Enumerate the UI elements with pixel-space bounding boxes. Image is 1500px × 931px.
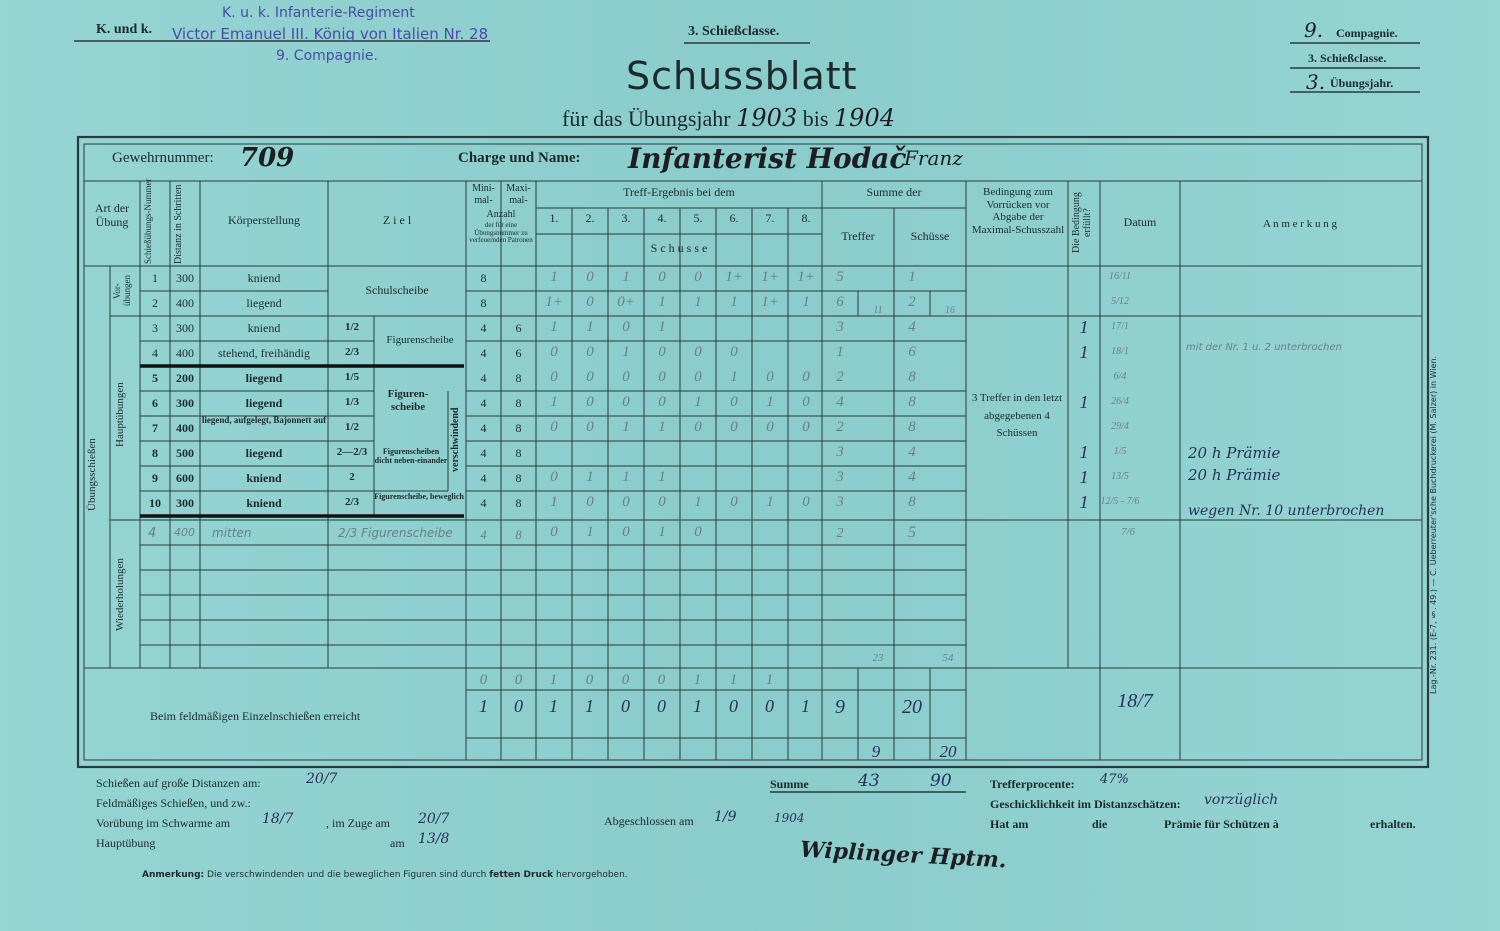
wdh-ziel: 2/3 Figurenscheibe <box>338 526 453 540</box>
shot-result: 0 <box>730 344 738 360</box>
bedingung-erfuellt-mark: 1 <box>1079 467 1089 487</box>
ziel-figurenscheibe: Figurenscheibe <box>386 334 454 346</box>
bedingung-erfuellt-mark: 1 <box>1079 492 1089 512</box>
col-anzahl-sub: der für eine Übungsnummer zu verfeuernden Patronen <box>469 221 533 245</box>
anmerkung-3: 20 h Prämie <box>1188 466 1281 484</box>
row-datum: 12/5 - 7/6 <box>1100 496 1140 507</box>
row-stellung: liegend <box>245 396 283 410</box>
row-ziel-fraction: 1/3 <box>344 396 360 408</box>
shot-result: 0 <box>694 269 702 285</box>
footer-trefferprocente-value: 47% <box>1100 772 1129 787</box>
section-uebungsschiessen: Übungsschießen <box>86 438 98 512</box>
shot-result: 1 <box>550 269 558 285</box>
row-nr: 3 <box>152 321 158 335</box>
row-nr: 4 <box>152 346 158 360</box>
shot-result: 1 <box>622 269 630 285</box>
regiment-stamp-line3: 9. Compagnie. <box>276 48 378 64</box>
regiment-stamp-line1: K. u. k. Infanterie-Regiment <box>222 5 415 21</box>
note-bold: fetten Druck <box>489 870 554 880</box>
shot-result: 0 <box>694 419 702 435</box>
shot-result: 0 <box>550 469 558 485</box>
shot-result: 1 <box>550 394 558 410</box>
shot-result: 1+ <box>545 294 563 310</box>
shot-result: 1 <box>658 294 666 310</box>
row-datum: 29/4 <box>1111 421 1129 432</box>
row-treffer: 3 <box>836 494 844 510</box>
shot-result: 1 <box>658 469 666 485</box>
feld-row1-result: 1 <box>549 672 558 688</box>
uebungsjahr-label: Übungsjahr. <box>1330 76 1394 90</box>
col-anzahl: Anzahl <box>486 209 516 220</box>
row-schuesse: 6 <box>908 344 916 360</box>
col-treffer: Treffer <box>841 229 875 243</box>
section-verschwindend: verschwindend <box>450 407 461 473</box>
shot-result: 1+ <box>761 269 779 285</box>
col-schiessuebungs-nummer: Schießübungs-Nummer <box>143 178 153 264</box>
row-ziel-fraction: 2—2/3 <box>336 446 368 458</box>
note-label: Anmerkung: <box>142 870 205 880</box>
bedingung-erfuellt-mark: 1 <box>1079 342 1089 362</box>
shot-result: 1+ <box>761 294 779 310</box>
compagnie-number: 9. <box>1304 18 1324 42</box>
row-distanz: 300 <box>176 271 194 285</box>
col-bedingung: Bedingung zum Vorrücken vor Abgabe der Maximal-Schusszahl <box>971 186 1065 236</box>
shot-result: 0 <box>658 394 666 410</box>
row-datum: 6/4 <box>1113 371 1127 382</box>
shot-result: 1 <box>694 494 702 510</box>
footer-praemie: Prämie für Schützen à <box>1164 817 1279 831</box>
bedingung-erfuellt-mark: 1 <box>1079 392 1089 412</box>
row-ziel-fraction: 2/3 <box>344 496 360 508</box>
bedingung-erfuellt-mark: 1 <box>1079 317 1089 337</box>
shot-result: 0 <box>550 419 558 435</box>
year-from: 1903 <box>736 104 798 132</box>
shot-result: 0 <box>622 394 630 410</box>
row-nr: 9 <box>152 471 158 485</box>
row-distanz: 300 <box>176 321 194 335</box>
schuss-num-header: 3. <box>621 211 631 225</box>
row-treffer: 6 <box>836 294 844 310</box>
shot-result: 1 <box>622 419 630 435</box>
row-distanz: 400 <box>176 421 194 435</box>
footer-abgeschlossen: Abgeschlossen am <box>604 814 694 828</box>
shot-result: 0 <box>586 369 594 385</box>
shot-result: 1 <box>658 419 666 435</box>
shot-result: 0 <box>622 319 630 335</box>
anmerkung-1: mit der Nr. 1 u. 2 unterbrochen <box>1186 342 1342 353</box>
feld-row2-result: 0 <box>621 696 630 716</box>
feld-row2-result: 0 <box>729 696 738 716</box>
row-stellung: stehend, freihändig <box>218 346 310 360</box>
shot-result: 0 <box>586 269 594 285</box>
ziel-schulscheibe: Schulscheibe <box>365 283 429 297</box>
charge-firstname: Franz <box>904 146 963 170</box>
row-treffer: 1 <box>836 344 844 360</box>
shot-result: 0+ <box>617 294 635 310</box>
gewehrnummer-value: 709 <box>240 143 295 173</box>
ziel-figurenscheibe-split: Figuren-scheibe <box>387 388 429 413</box>
shot-result: 0 <box>586 394 594 410</box>
footer-zuge-label: , im Zuge am <box>326 816 390 830</box>
footer-feldmaessig: Feldmäßiges Schießen, und zw.: <box>96 796 251 810</box>
wdh-schuesse: 5 <box>908 524 916 541</box>
ziel-figurenscheiben-dicht: Figurenscheiben dicht neben-einander <box>374 447 448 466</box>
footer-grosse-distanzen-value: 20/7 <box>306 771 338 787</box>
row-min: 4 <box>480 371 487 385</box>
summe-label: Summe <box>770 777 809 791</box>
shot-result: 1 <box>766 394 774 410</box>
feld-row2-result: 1 <box>585 696 594 716</box>
section-vorubungen: Vor-übungen <box>112 275 132 307</box>
wdh-shot-result: 0 <box>550 524 558 540</box>
row-distanz: 400 <box>176 296 194 310</box>
row-datum: 1/5 <box>1113 446 1127 457</box>
shot-result: 0 <box>658 269 666 285</box>
row-schuesse: 4 <box>908 444 916 460</box>
row-nr: 7 <box>152 421 158 435</box>
row-nr: 8 <box>152 446 158 460</box>
year-to: 1904 <box>833 104 895 132</box>
row-min: 8 <box>480 271 487 285</box>
shot-result: 0 <box>802 369 810 385</box>
feld-datum: 18/7 <box>1117 690 1153 712</box>
row-nr: 6 <box>152 396 158 410</box>
footer-zuge-value: 20/7 <box>418 811 450 827</box>
row-max: 8 <box>515 471 522 485</box>
wdh-shot-result: 1 <box>586 524 594 540</box>
shot-result: 1 <box>622 344 630 360</box>
row-datum: 16/11 <box>1108 271 1132 282</box>
row-ziel-fraction: 1/5 <box>344 371 360 383</box>
shot-result: 0 <box>730 419 738 435</box>
row-max: 6 <box>515 321 522 335</box>
shot-result: 1 <box>586 319 594 335</box>
summe-schuesse: 90 <box>930 771 952 791</box>
feld-row1-result: 1 <box>729 672 738 688</box>
schuss-num-header: 2. <box>585 211 595 225</box>
compagnie-label: Compagnie. <box>1336 26 1398 40</box>
shot-result: 1 <box>694 294 702 310</box>
shot-result: 0 <box>658 494 666 510</box>
row-distanz: 600 <box>176 471 194 485</box>
footer-abgeschlossen-year: 1904 <box>774 811 805 825</box>
feld-row1-result: 1 <box>765 672 774 688</box>
footer-trefferprocente: Trefferprocente: <box>990 777 1075 791</box>
summe-treffer: 43 <box>858 771 880 791</box>
commander-signature: Wiplinger Hptm. <box>799 836 1008 874</box>
footer-geschick: Geschicklichkeit im Distanzschätzen: <box>990 797 1181 811</box>
shot-result: 0 <box>802 419 810 435</box>
row-schuesse: 2 <box>908 294 916 310</box>
feld-row1-result: 0 <box>479 672 488 688</box>
vor-subtotal-1: 11 <box>873 305 883 316</box>
footer-hauptuebung-value: 13/8 <box>418 831 450 847</box>
row-schuesse: 8 <box>908 369 916 385</box>
col-treff-ergebnis: Treff-Ergebnis bei dem <box>623 185 735 199</box>
schuss-num-header: 6. <box>729 211 739 225</box>
shot-result: 0 <box>622 494 630 510</box>
shot-result: 0 <box>586 344 594 360</box>
shot-result: 1 <box>658 319 666 335</box>
row-nr: 10 <box>149 496 161 510</box>
row-stellung: kniend <box>247 321 281 335</box>
footer-erhalten: erhalten. <box>1370 817 1416 831</box>
col-schuesse: Schüsse <box>910 229 950 243</box>
shot-result: 0 <box>586 494 594 510</box>
col-ziel: Z i e l <box>382 213 412 227</box>
row-schuesse: 8 <box>908 394 916 410</box>
footer-abgeschlossen-value: 1/9 <box>714 809 737 825</box>
footer-grosse-distanzen: Schießen auf große Distanzen am: <box>96 776 261 790</box>
shot-result: 1+ <box>797 269 815 285</box>
row-ziel-fraction: 2 <box>349 471 355 483</box>
col-datum: Datum <box>1123 215 1157 229</box>
charge-label: Charge und Name: <box>458 150 581 166</box>
row-stellung: liegend <box>245 371 283 385</box>
subtotal-schuesse: 54 <box>942 652 954 664</box>
row-min: 4 <box>480 346 487 360</box>
col-bedingung-erfuellt: Die Bedingung erfüllt? <box>1071 192 1093 254</box>
shot-result: 0 <box>766 419 774 435</box>
row-min: 4 <box>480 496 487 510</box>
shot-result: 1 <box>550 494 558 510</box>
col-minimal: Mini-mal- <box>472 183 495 206</box>
shot-result: 0 <box>622 369 630 385</box>
wdh-treffer: 2 <box>836 526 844 541</box>
shot-result: 0 <box>658 369 666 385</box>
shot-result: 1+ <box>725 269 743 285</box>
feld-treffer: 9 <box>835 696 845 718</box>
row-nr: 1 <box>152 271 158 285</box>
shot-result: 1 <box>730 294 738 310</box>
schiessclasse-right: 3. Schießclasse. <box>1308 51 1387 65</box>
col-summe-der: Summe der <box>866 185 922 199</box>
feld-schuesse: 20 <box>902 696 922 718</box>
row-max: 8 <box>515 421 522 435</box>
row-stellung: liegend <box>245 446 283 460</box>
row-max: 8 <box>515 446 522 460</box>
row-min: 4 <box>480 396 487 410</box>
wdh-nr: 4 <box>148 526 157 541</box>
col-schusse: S c h u s s e <box>650 241 708 255</box>
subtitle-prefix: für das Übungsjahr <box>562 106 731 131</box>
feld-row2-result: 1 <box>479 696 488 716</box>
feld-row1-result: 0 <box>657 672 666 688</box>
subtotal-treffer: 23 <box>872 652 884 664</box>
shot-result: 1 <box>694 394 702 410</box>
row-schuesse: 4 <box>908 319 916 335</box>
feld-row1-result: 1 <box>693 672 702 688</box>
col-distanz: Distanz in Schritten <box>173 184 184 264</box>
note-text-2: hervorgehoben. <box>556 870 628 880</box>
kuk-label: K. und k. <box>96 22 153 37</box>
schuss-num-header: 8. <box>801 211 811 225</box>
row-treffer: 2 <box>836 369 844 385</box>
wdh-max: 8 <box>515 527 522 542</box>
document-subtitle <box>562 104 895 132</box>
footer-hauptuebung-am: am <box>390 836 405 850</box>
col-maximal: Maxi-mal- <box>506 183 531 206</box>
wdh-dist: 400 <box>174 526 195 539</box>
ziel-figurenscheibe-beweglich: Figurenscheibe, beweglich <box>374 492 464 501</box>
shot-result: 0 <box>730 494 738 510</box>
feld-row2-result: 1 <box>693 696 702 716</box>
shot-result: 1 <box>550 319 558 335</box>
col-koerperstellung: Körperstellung <box>228 213 300 227</box>
feld-sum-treffer: 9 <box>871 742 881 761</box>
shot-result: 1 <box>586 469 594 485</box>
uebungsjahr-number: 3. <box>1306 70 1326 94</box>
row-nr: 2 <box>152 296 158 310</box>
feld-label: Beim feldmäßigen Einzelnschießen erreicht <box>150 709 361 723</box>
row-datum: 18/1 <box>1111 346 1129 357</box>
row-max: 8 <box>515 496 522 510</box>
schuss-num-header: 5. <box>693 211 703 225</box>
charge-value: Infanterist Hodač <box>628 142 907 175</box>
feld-row2-result: 1 <box>801 696 810 716</box>
row-treffer: 2 <box>836 419 844 435</box>
row-stellung: kniend <box>246 471 282 485</box>
note-text-1: Die verschwindenden und die beweglichen Figuren sind durch <box>207 870 487 880</box>
wdh-min: 4 <box>480 527 487 542</box>
row-treffer: 3 <box>836 319 844 335</box>
schuss-num-header: 4. <box>657 211 667 225</box>
wdh-stellung: mitten <box>212 526 252 540</box>
schuss-num-header: 7. <box>765 211 775 225</box>
schuss-num-header: 1. <box>549 211 559 225</box>
row-schuesse: 8 <box>908 494 916 510</box>
row-ziel-fraction: 1/2 <box>344 321 360 333</box>
row-distanz: 300 <box>176 396 194 410</box>
feld-row1-result: 0 <box>621 672 630 688</box>
shot-result: 0 <box>730 394 738 410</box>
row-min: 8 <box>480 296 487 310</box>
row-distanz: 300 <box>176 496 194 510</box>
footer-vorubung: Vorübung im Schwarme am <box>96 816 231 830</box>
gewehrnummer-label: Gewehrnummer: <box>112 150 214 166</box>
row-min: 4 <box>480 471 487 485</box>
col-anmerkung: A n m e r k u n g <box>1263 218 1337 230</box>
shot-result: 0 <box>766 369 774 385</box>
row-stellung: liegend, aufgelegt, Bajonnett auf <box>201 415 327 425</box>
feld-row2-result: 0 <box>657 696 666 716</box>
vor-subtotal-2: 16 <box>945 305 955 316</box>
row-distanz: 500 <box>176 446 194 460</box>
row-min: 4 <box>480 321 487 335</box>
row-nr: 5 <box>152 371 158 385</box>
feld-row2-result: 1 <box>549 696 558 716</box>
row-min: 4 <box>480 421 487 435</box>
row-distanz: 200 <box>176 371 194 385</box>
row-datum: 5/12 <box>1111 296 1129 307</box>
wdh-datum: 7/6 <box>1120 526 1136 538</box>
shot-result: 1 <box>802 294 810 310</box>
footer-note <box>142 870 628 880</box>
row-schuesse: 8 <box>908 419 916 435</box>
row-max: 6 <box>515 346 522 360</box>
anmerkung-4: wegen Nr. 10 unterbrochen <box>1188 503 1385 519</box>
schiessclasse-center: 3. Schießclasse. <box>688 24 780 39</box>
footer-geschick-value: vorzüglich <box>1204 792 1279 808</box>
shot-result: 0 <box>658 344 666 360</box>
section-hauptuebungen: Hauptübungen <box>114 382 126 448</box>
col-art: Art der Übung <box>94 201 130 229</box>
footer-die: die <box>1092 817 1108 831</box>
row-datum: 13/5 <box>1111 471 1129 482</box>
regiment-stamp-line2: Victor Emanuel III. König von Italien Nr. 28 <box>172 25 489 43</box>
feld-row2-result: 0 <box>514 696 523 716</box>
row-treffer: 4 <box>836 394 844 410</box>
shot-result: 0 <box>694 369 702 385</box>
wdh-shot-result: 1 <box>658 524 666 540</box>
shot-result: 1 <box>730 369 738 385</box>
feld-row2-result: 0 <box>765 696 774 716</box>
feld-row1-result: 0 <box>585 672 594 688</box>
row-ziel-fraction: 1/2 <box>344 421 360 433</box>
row-distanz: 400 <box>176 346 194 360</box>
shot-result: 0 <box>802 494 810 510</box>
row-stellung: kniend <box>247 271 281 285</box>
shot-result: 0 <box>550 344 558 360</box>
wdh-shot-result: 0 <box>694 524 702 540</box>
bedingung-text: 3 Treffer in den letzt abgegebenen 4 Schüssen <box>971 392 1063 440</box>
row-max: 8 <box>515 371 522 385</box>
row-schuesse: 1 <box>908 269 916 285</box>
anmerkung-2: 20 h Prämie <box>1188 444 1281 462</box>
row-treffer: 3 <box>836 469 844 485</box>
feld-row1-result: 0 <box>514 672 523 688</box>
shot-result: 0 <box>802 394 810 410</box>
row-datum: 17/1 <box>1111 321 1129 332</box>
printer-imprint: Lag.-Nr. 231. (E-7, §. 49.) — C. Ueberreuter'sche Buchdruckerei (M. Salzer) in Wien. <box>1429 355 1438 695</box>
row-max: 8 <box>515 396 522 410</box>
row-stellung: kniend <box>246 496 282 510</box>
row-treffer: 3 <box>836 444 844 460</box>
shot-result: 1 <box>622 469 630 485</box>
bedingung-erfuellt-mark: 1 <box>1079 442 1089 462</box>
footer-hauptuebung: Hauptübung <box>96 836 156 850</box>
row-stellung: liegend <box>246 296 282 310</box>
row-ziel-fraction: 2/3 <box>344 346 360 358</box>
row-datum: 26/4 <box>1111 396 1129 407</box>
shot-result: 0 <box>586 419 594 435</box>
shot-result: 0 <box>694 344 702 360</box>
footer-vorubung-value: 18/7 <box>262 811 294 827</box>
footer-hat-am: Hat am <box>990 817 1029 831</box>
row-treffer: 5 <box>836 269 844 285</box>
feld-sum-schuesse: 20 <box>939 742 957 761</box>
shot-result: 0 <box>586 294 594 310</box>
row-min: 4 <box>480 446 487 460</box>
shot-result: 1 <box>766 494 774 510</box>
bis-label: bis <box>802 106 829 131</box>
shot-result: 0 <box>550 369 558 385</box>
row-schuesse: 4 <box>908 469 916 485</box>
document-title: Schussblatt <box>626 54 858 98</box>
wdh-shot-result: 0 <box>622 524 630 540</box>
section-wiederholungen: Wiederholungen <box>114 558 126 632</box>
